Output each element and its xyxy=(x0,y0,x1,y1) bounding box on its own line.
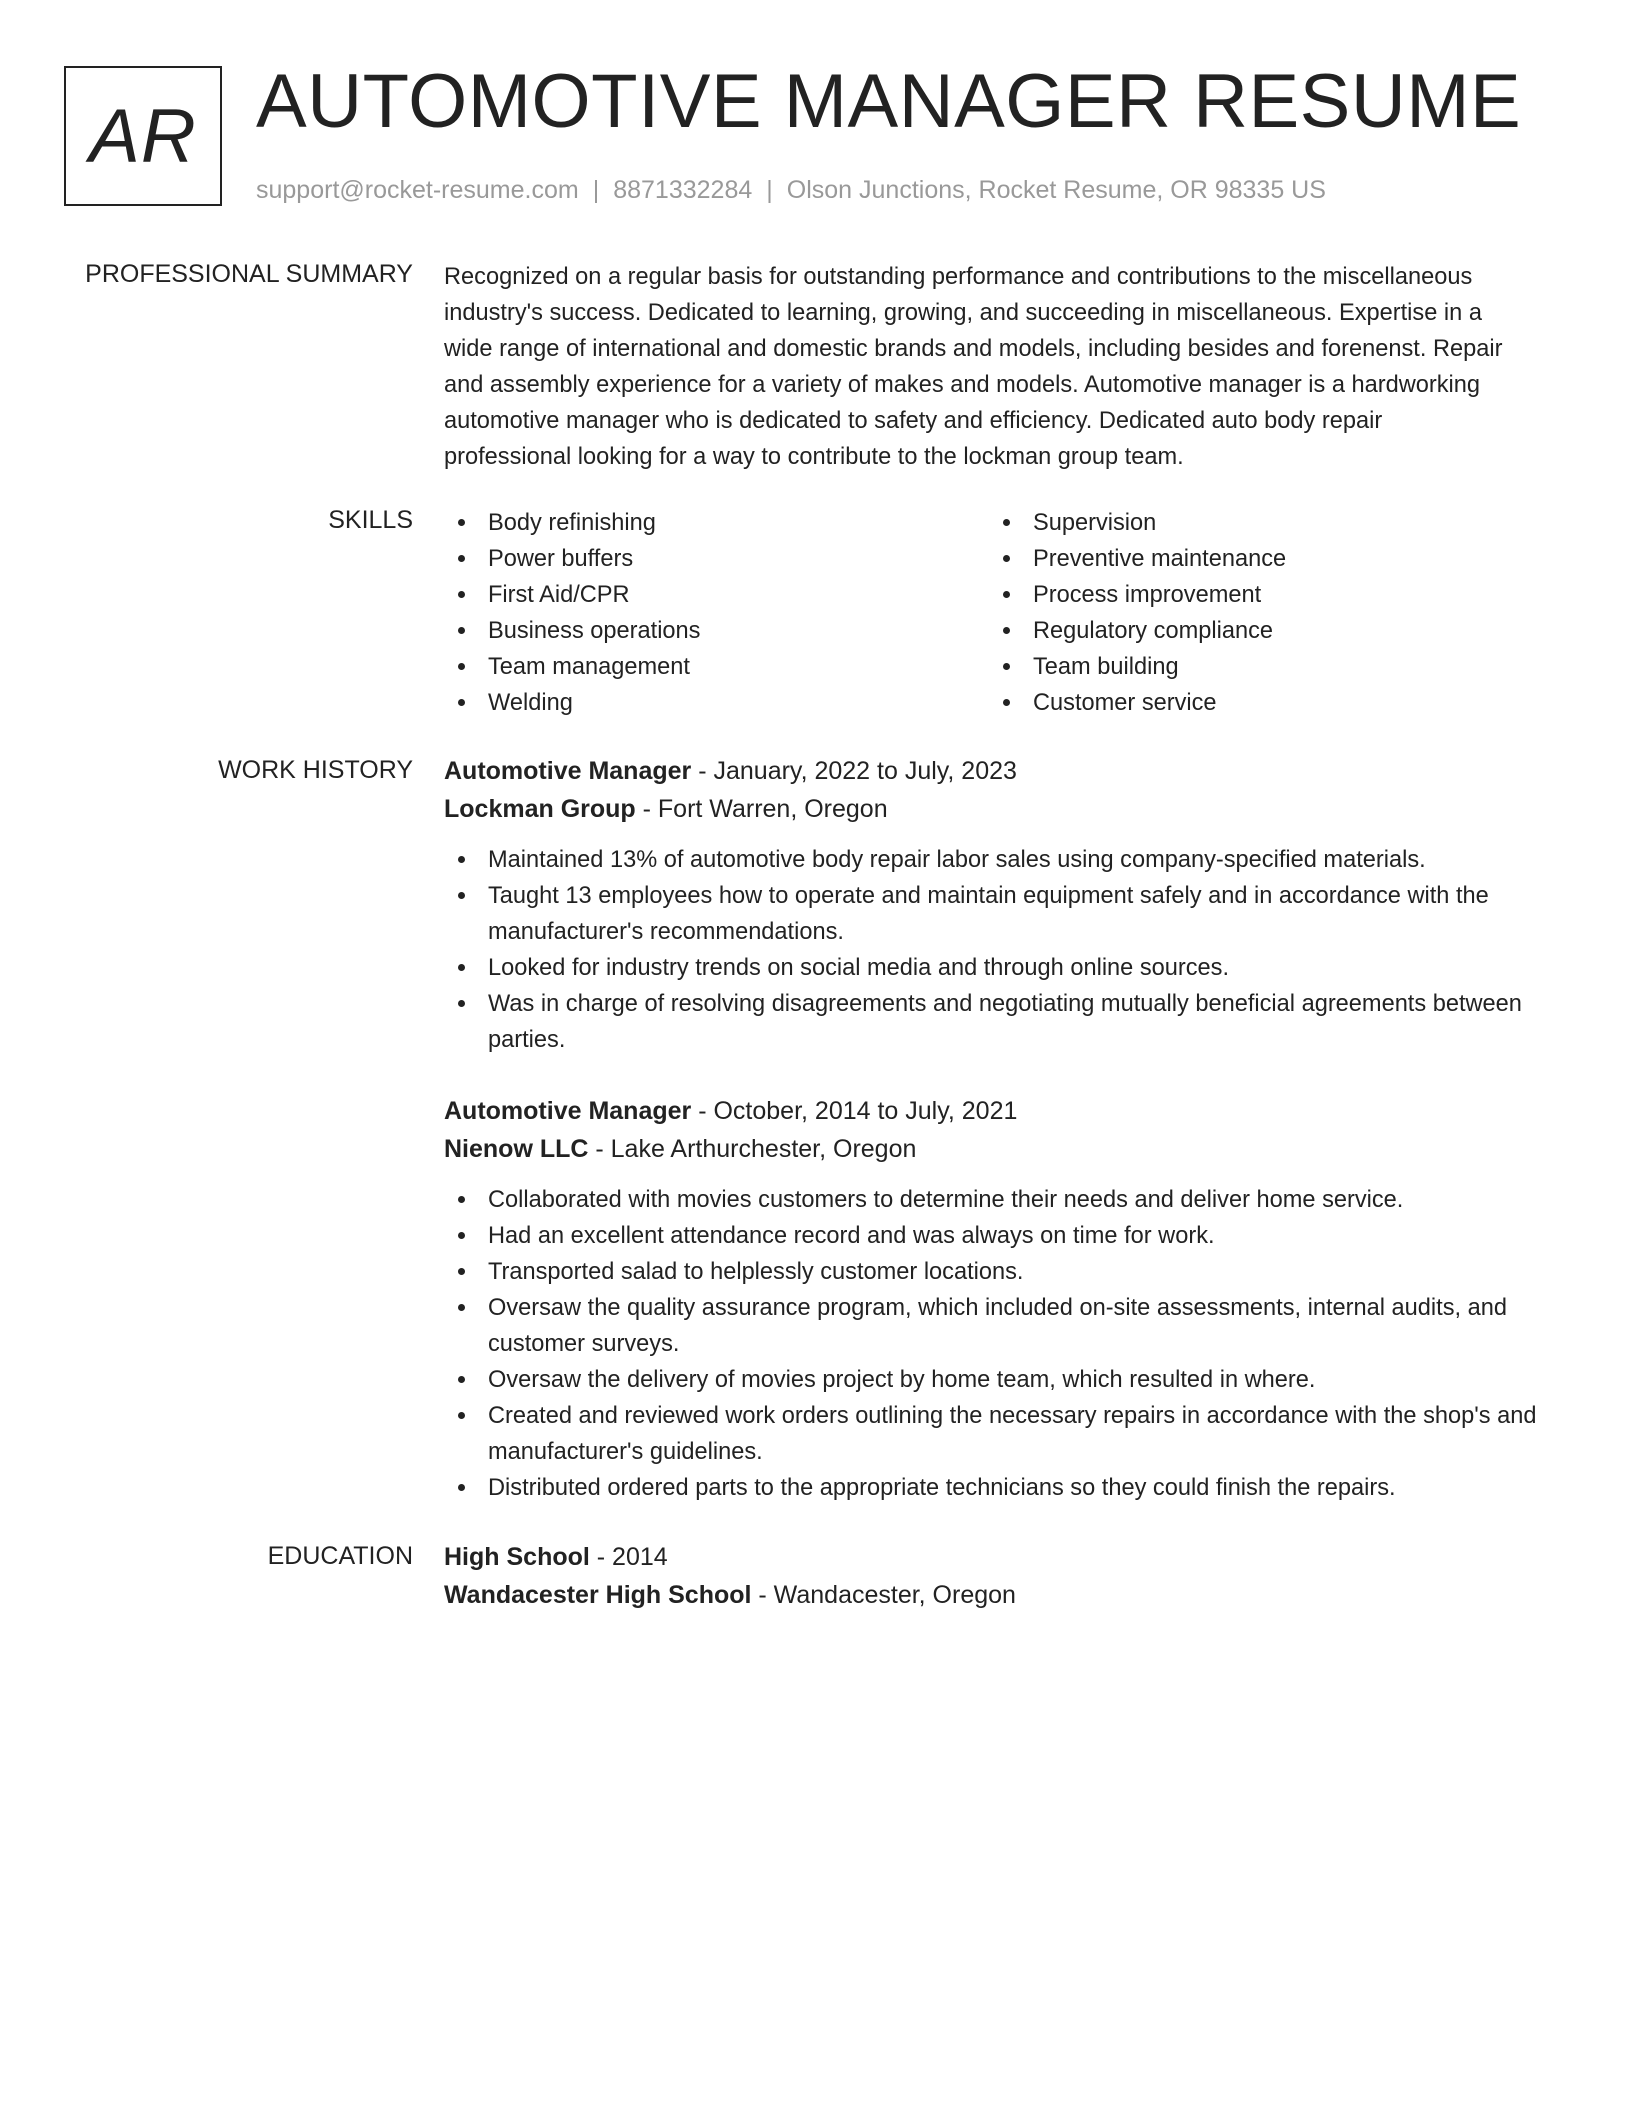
summary-text xyxy=(444,259,1559,475)
job-bullet: Taught 13 employees how to operate and maintain equipment safely and in accordance with the manufacturer's recommendations. xyxy=(444,878,1559,950)
job-title: Automotive Manager xyxy=(444,757,692,785)
section-label-work-history: WORK HISTORY xyxy=(218,756,413,784)
job-bullet: Oversaw the quality assurance program, which included on-site assessments, internal audits, and customer surveys. xyxy=(444,1290,1559,1362)
job-company-line xyxy=(444,790,1559,828)
contact-phone[interactable]: 8871332284 xyxy=(613,176,753,204)
job-bullet: Looked for industry trends on social media and through online sources. xyxy=(444,950,1559,986)
skill-item: Preventive maintenance xyxy=(989,541,1509,577)
skill-item: Team management xyxy=(444,649,964,685)
skill-item: Regulatory compliance xyxy=(989,613,1509,649)
skill-item: Power buffers xyxy=(444,541,964,577)
summary-line: industry's success. Dedicated to learning, growing, and succeeding in miscellaneous. Expertise in a xyxy=(444,300,1482,326)
job-bullet: Was in charge of resolving disagreements and negotiating mutually beneficial agreements between parties. xyxy=(444,986,1559,1058)
skills-list-left xyxy=(444,505,964,721)
job-bullets xyxy=(444,1182,1559,1506)
contact-address: Olson Junctions, Rocket Resume, OR 98335 US xyxy=(786,176,1326,204)
summary-line: professional looking for a way to contribute to the lockman group team. xyxy=(444,444,1184,470)
school-line xyxy=(444,1576,1559,1614)
job-bullet: Transported salad to helplessly customer locations. xyxy=(444,1254,1559,1290)
job-dates: - October, 2014 to July, 2021 xyxy=(691,1097,1018,1125)
job-company: Nienow LLC xyxy=(444,1135,589,1163)
job-location: - Lake Arthurchester, Oregon xyxy=(588,1135,917,1163)
section-label-summary: PROFESSIONAL SUMMARY xyxy=(85,260,413,288)
resume-title: AUTOMOTIVE MANAGER RESUME xyxy=(256,59,1522,144)
monogram-logo: AR xyxy=(64,66,222,206)
job-location: - Fort Warren, Oregon xyxy=(635,795,888,823)
skill-item: Supervision xyxy=(989,505,1509,541)
school-location: - Wandacester, Oregon xyxy=(751,1581,1016,1609)
section-label-education: EDUCATION xyxy=(267,1542,413,1570)
education-entry xyxy=(444,1538,1559,1614)
job-title-line xyxy=(444,1092,1559,1130)
skill-item: First Aid/CPR xyxy=(444,577,964,613)
skill-item: Customer service xyxy=(989,685,1509,721)
job-entry xyxy=(444,752,1559,1058)
skill-item: Welding xyxy=(444,685,964,721)
summary-line: and assembly experience for a variety of makes and models. Automotive manager is a hardworking xyxy=(444,372,1481,398)
skills-list-right xyxy=(989,505,1509,721)
job-title: Automotive Manager xyxy=(444,1097,692,1125)
job-bullet: Distributed ordered parts to the appropriate technicians so they could finish the repairs. xyxy=(444,1470,1559,1506)
education-year: - 2014 xyxy=(589,1543,668,1571)
summary-line: wide range of international and domestic brands and models, including besides and forenenst. Repair xyxy=(444,336,1503,362)
school-name: Wandacester High School xyxy=(444,1581,752,1609)
contact-line xyxy=(256,174,1326,206)
job-company-line xyxy=(444,1130,1559,1168)
summary-line: automotive manager who is dedicated to safety and efficiency. Dedicated auto body repair xyxy=(444,408,1383,434)
skill-item: Team building xyxy=(989,649,1509,685)
contact-separator: | xyxy=(592,176,600,204)
skill-item: Body refinishing xyxy=(444,505,964,541)
job-dates: - January, 2022 to July, 2023 xyxy=(691,757,1017,785)
job-entry xyxy=(444,1092,1559,1506)
degree: High School xyxy=(444,1543,590,1571)
skill-item: Process improvement xyxy=(989,577,1509,613)
job-bullets xyxy=(444,842,1559,1058)
job-company: Lockman Group xyxy=(444,795,636,823)
job-bullet: Oversaw the delivery of movies project by home team, which resulted in where. xyxy=(444,1362,1559,1398)
summary-line: Recognized on a regular basis for outstanding performance and contributions to the miscellaneous xyxy=(444,264,1473,290)
skill-item: Business operations xyxy=(444,613,964,649)
job-title-line xyxy=(444,752,1559,790)
job-bullet: Maintained 13% of automotive body repair labor sales using company-specified materials. xyxy=(444,842,1559,878)
section-label-skills: SKILLS xyxy=(328,506,413,534)
degree-line xyxy=(444,1538,1559,1576)
job-bullet: Collaborated with movies customers to determine their needs and deliver home service. xyxy=(444,1182,1559,1218)
job-bullet: Created and reviewed work orders outlining the necessary repairs in accordance with the shop's and manufacturer's guidelines. xyxy=(444,1398,1559,1470)
job-bullet: Had an excellent attendance record and was always on time for work. xyxy=(444,1218,1559,1254)
contact-email[interactable]: support@rocket-resume.com xyxy=(256,176,579,204)
contact-separator: | xyxy=(766,176,773,204)
